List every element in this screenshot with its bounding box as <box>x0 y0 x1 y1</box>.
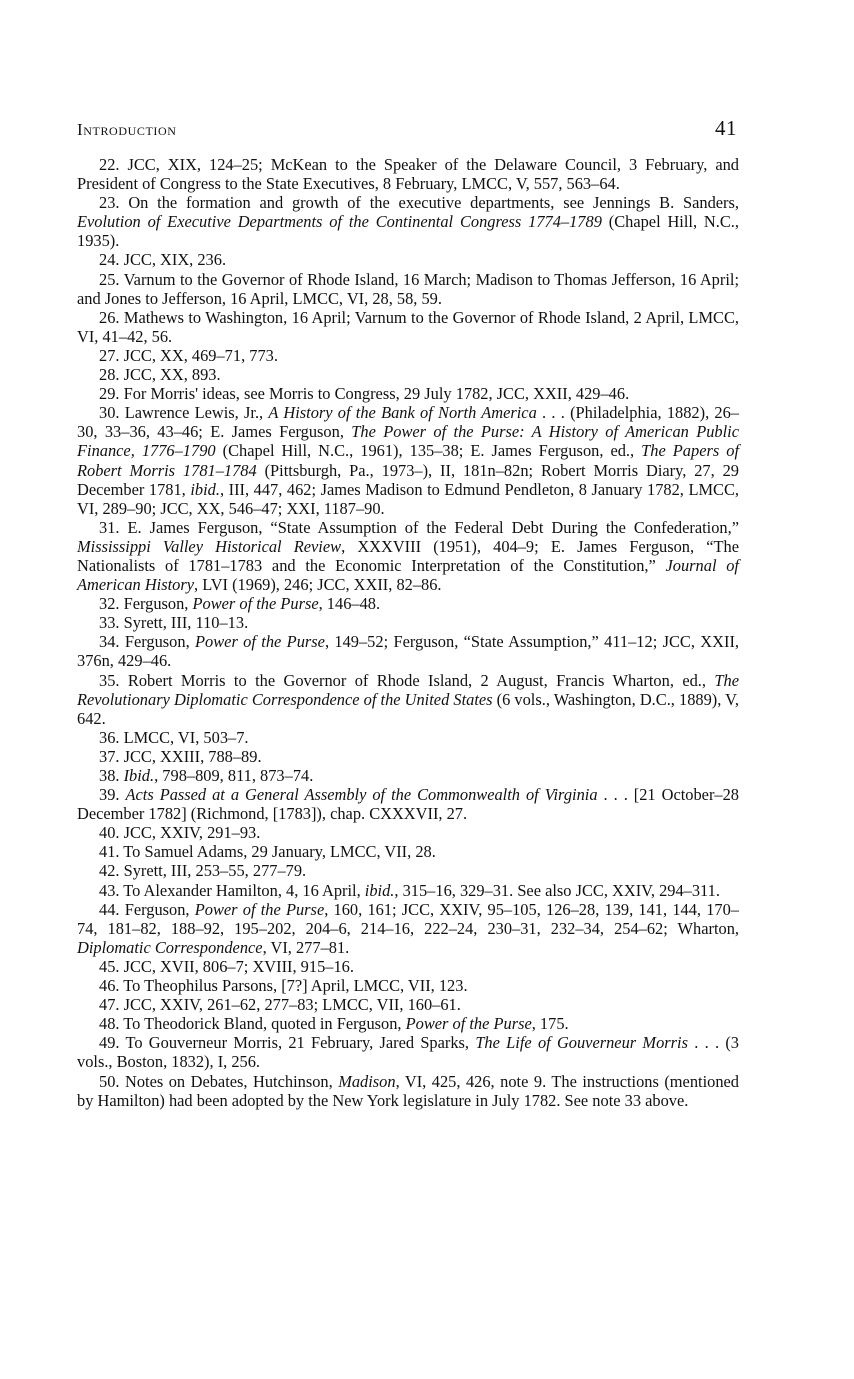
endnote-text: 39. <box>99 785 126 805</box>
endnote-text: 22. JCC, XIX, 124–25; McKean to the Speaker of the Delaware Council, 3 February, and President of Congress to the State Executives, 8 February, LMCC, V, 557, 563–64. <box>77 155 739 194</box>
endnote-text: . . . (3 vols., Boston, 1832), I, 256. <box>77 1033 739 1072</box>
endnote <box>77 403 739 518</box>
endnote-title: Acts Passed at a General Assembly of the Commonwealth of Virginia <box>125 785 598 805</box>
endnote <box>77 823 739 842</box>
endnote-title: Ibid. <box>123 766 155 785</box>
endnote-text: , 146–48. <box>318 594 381 614</box>
endnote-text: , III, 447, 462; James Madison to Edmund Pendleton, 8 January 1782, LMCC, VI, 289–90; JCC, XX, 546–47; XXI, 1187–90. <box>77 479 739 518</box>
endnote-text: 25. Varnum to the Governor of Rhode Island, 16 March; Madison to Thomas Jefferson, 16 April; and Jones to Jefferson, 16 April, LMCC, VI, 28, 58, 59. <box>77 269 739 308</box>
endnote <box>77 1033 739 1071</box>
endnote-title: Diplomatic Correspondence <box>77 937 263 957</box>
endnote-text: 29. For Morris' ideas, see Morris to Congress, 29 July 1782, JCC, XXII, 429–46. <box>99 384 630 404</box>
endnote <box>77 250 739 269</box>
endnote-text: 41. To Samuel Adams, 29 January, LMCC, VII, 28. <box>99 842 436 862</box>
endnote-text: 50. Notes on Debates, Hutchinson, <box>99 1071 339 1091</box>
endnote-text: 34. Ferguson, <box>99 632 196 652</box>
endnote <box>77 842 739 861</box>
endnote <box>77 957 739 976</box>
endnote-text: 42. Syrett, III, 253–55, 277–79. <box>99 861 307 881</box>
endnote-title: Power of the Purse <box>194 899 325 919</box>
endnote <box>77 671 739 728</box>
endnote-text: , VI, 277–81. <box>262 937 350 957</box>
endnotes-list <box>77 155 739 1110</box>
endnote-text: 44. Ferguson, <box>99 899 195 919</box>
endnote-title: The Power of the Purse: A History of American Public Finance, 1776–1790 <box>77 422 739 461</box>
endnote <box>77 632 739 670</box>
endnote-text: 48. To Theodorick Bland, quoted in Ferguson, <box>99 1014 406 1034</box>
endnote <box>77 365 739 384</box>
endnote-text: 31. E. James Ferguson, “State Assumption of the Federal Debt During the Confederation,” <box>99 517 739 537</box>
endnote-text: 47. JCC, XXIV, 261–62, 277–83; LMCC, VII, 160–61. <box>99 995 461 1015</box>
endnote-text: , VI, 425, 426, note 9. The instructions (mentioned by Hamilton) had been adopted by the New York legislature in July 1782. See note 33 above. <box>77 1071 739 1110</box>
endnote-text: , 160, 161; JCC, XXIV, 95–105, 126–28, 139, 141, 144, 170–74, 181–82, 188–92, 195–202, 204–6, 214–16, 222–24, 230–31, 232–34, 254–62; Wharton, <box>77 899 739 938</box>
endnote <box>77 613 739 632</box>
endnote-title: Power of the Purse <box>192 594 319 614</box>
endnote-text: 33. Syrett, III, 110–13. <box>99 613 249 633</box>
endnote <box>77 270 739 308</box>
endnote-title: The Life of Gouverneur Morris <box>475 1033 688 1053</box>
endnote-text: (Pittsburgh, Pa., 1973–), II, 181n–82n; Robert Morris Diary, 27, 29 December 1781, <box>77 460 739 499</box>
endnote-title: Power of the Purse <box>195 632 325 652</box>
endnote <box>77 995 739 1014</box>
running-head <box>77 116 739 141</box>
endnote-text: 35. Robert Morris to the Governor of Rhode Island, 2 August, Francis Wharton, ed., <box>99 670 715 690</box>
endnote-text: 28. JCC, XX, 893. <box>99 365 221 385</box>
endnote <box>77 1072 739 1110</box>
endnote-title: Power of the Purse <box>405 1014 532 1034</box>
endnote <box>77 594 739 613</box>
endnote-title: ibid. <box>364 880 395 900</box>
endnote-text: , 315–16, 329–31. See also JCC, XXIV, 294–311. <box>394 880 720 900</box>
endnote-title: ibid. <box>190 479 220 499</box>
endnote-text: . . . (Philadelphia, 1882), 26–30, 33–36, 43–46; E. James Ferguson, <box>77 403 740 442</box>
endnote-text: 49. To Gouverneur Morris, 21 February, Jared Sparks, <box>99 1033 476 1053</box>
endnote-text: , XXXVIII (1951), 404–9; E. James Ferguson, “The Nationalists of 1781–1783 and the Economic Interpretation of the Constitution,” <box>77 536 740 575</box>
endnote <box>77 766 739 785</box>
endnote-text: 43. To Alexander Hamilton, 4, 16 April, <box>99 880 365 900</box>
endnote <box>77 155 739 193</box>
endnote <box>77 193 739 250</box>
endnote-text: 40. JCC, XXIV, 291–93. <box>99 823 261 843</box>
endnote <box>77 785 739 823</box>
endnote-text: , 798–809, 811, 873–74. <box>154 766 314 785</box>
endnote-text: , 175. <box>531 1014 569 1034</box>
endnote <box>77 900 739 957</box>
endnote-text: 45. JCC, XVII, 806–7; XVIII, 915–16. <box>99 956 354 976</box>
endnote-title: Mississippi Valley Historical Review <box>77 536 342 556</box>
endnote-text: 23. On the formation and growth of the executive departments, see Jennings B. Sanders, <box>99 193 739 213</box>
endnote-text: 30. Lawrence Lewis, Jr., <box>99 403 269 423</box>
endnote-text: 32. Ferguson, <box>99 594 193 614</box>
section-title: Introduction <box>77 120 177 139</box>
endnote-title: Madison <box>338 1071 396 1091</box>
endnote-text: , 149–52; Ferguson, “State Assumption,” 411–12; JCC, XXII, 376n, 429–46. <box>77 632 739 671</box>
endnote-title: The Revolutionary Diplomatic Correspondence of the United States <box>77 670 739 709</box>
endnote-title: A History of the Bank of North America <box>268 403 537 423</box>
endnote-text: 27. JCC, XX, 469–71, 773. <box>99 345 278 365</box>
endnote-text: (Chapel Hill, N.C., 1935). <box>77 212 739 251</box>
endnote-text: 37. JCC, XXIII, 788–89. <box>99 746 262 766</box>
endnote <box>77 861 739 880</box>
endnote <box>77 976 739 995</box>
endnote <box>77 747 739 766</box>
page-number: 41 <box>715 116 737 140</box>
endnote-title: Journal of American History <box>77 555 739 595</box>
endnote <box>77 518 739 594</box>
endnote-text: 26. Mathews to Washington, 16 April; Varnum to the Governor of Rhode Island, 2 April, LMCC, VI, 41–42, 56. <box>77 307 739 346</box>
endnote-text: 46. To Theophilus Parsons, [7?] April, LMCC, VII, 123. <box>99 976 468 996</box>
endnote <box>77 346 739 365</box>
endnote-text: 38. <box>99 766 124 785</box>
endnote-title: Evolution of Executive Departments of the Continental Congress 1774–1789 <box>77 212 602 232</box>
endnote <box>77 308 739 346</box>
endnote <box>77 728 739 747</box>
endnote-text: . . . [21 October–28 December 1782] (Richmond, [1783]), chap. CXXXVII, 27. <box>77 785 739 824</box>
endnote-title: The Papers of Robert Morris 1781–1784 <box>77 441 740 480</box>
endnote-text: 24. JCC, XIX, 236. <box>99 250 227 270</box>
page <box>77 116 739 1110</box>
endnote <box>77 1014 739 1033</box>
endnote <box>77 384 739 403</box>
endnote-text: (6 vols., Washington, D.C., 1889), V, 642. <box>77 689 739 728</box>
endnote-text: , LVI (1969), 246; JCC, XXII, 82–86. <box>194 575 442 595</box>
endnote <box>77 881 739 900</box>
endnote-text: 36. LMCC, VI, 503–7. <box>99 727 249 747</box>
endnote-text: (Chapel Hill, N.C., 1961), 135–38; E. James Ferguson, ed., <box>215 441 642 461</box>
